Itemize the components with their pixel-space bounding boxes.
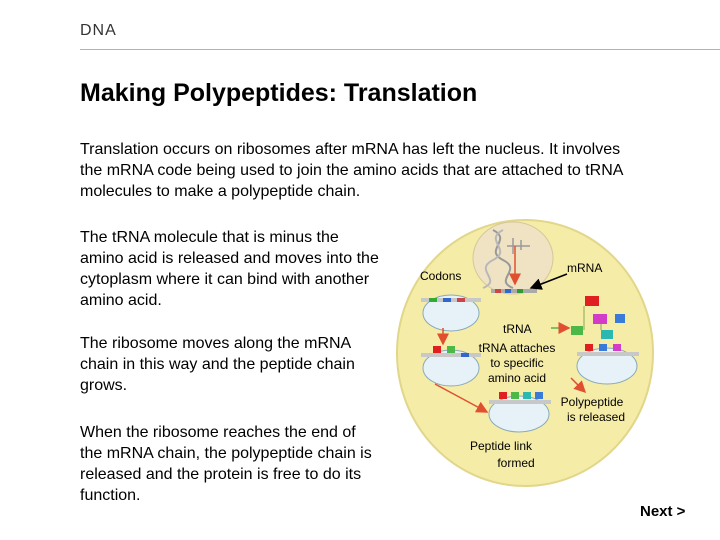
amino-acid-teal (601, 330, 613, 339)
label-trna-attaches-1: tRNA attaches (478, 341, 556, 355)
amino-acid-blue (615, 314, 625, 323)
label-peptide-link-1: Peptide link (469, 439, 533, 453)
label-trna-attaches-2: to specific (490, 356, 544, 370)
section-label: DNA (80, 22, 117, 39)
paragraph-ribosome-moves: The ribosome moves along the mRNA chain in this way and the peptide chain grows. (80, 335, 355, 394)
amino-acid-red (585, 296, 599, 306)
header-rule (80, 49, 720, 50)
nucleus (473, 222, 553, 294)
label-codons: Codons (420, 269, 462, 283)
page-title: Making Polypeptides: Translation (80, 79, 478, 107)
label-trna: tRNA (503, 322, 532, 336)
paragraph-trna-release: The tRNA molecule that is minus the amino acid is released and moves into the cytoplasm where it can bind with another amino acid. (80, 229, 379, 309)
label-polypeptide-1: Polypeptide (560, 395, 624, 409)
next-button[interactable]: Next > (640, 503, 686, 520)
intro-paragraph: Translation occurs on ribosomes after mRNA has left the nucleus. It involves the mRNA code being used to join the amino acids that are attached to tRNA molecules to make a polypeptide chain. (80, 141, 623, 200)
label-peptide-link-2: formed (497, 456, 535, 470)
label-polypeptide-2: is released (566, 410, 626, 424)
translation-diagram (395, 218, 655, 488)
amino-acid-green (571, 326, 583, 335)
label-mrna: mRNA (567, 261, 603, 275)
paragraph-chain-released: When the ribosome reaches the end of the mRNA chain, the polypeptide chain is released and the protein is free to do its function. (80, 424, 372, 504)
amino-acid-magenta (593, 314, 607, 324)
label-trna-attaches-3: amino acid (487, 371, 547, 385)
